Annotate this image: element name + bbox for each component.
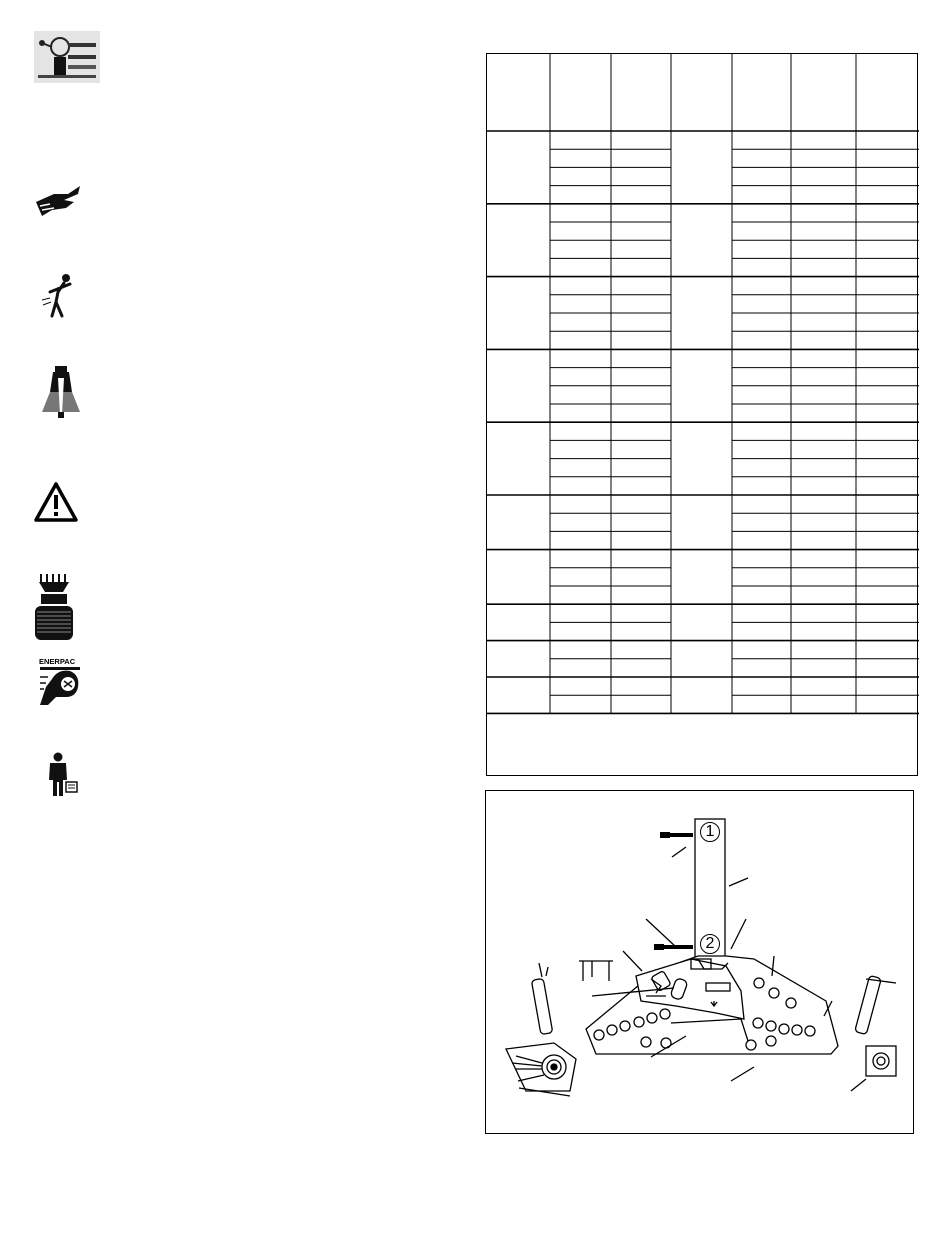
- cylinder-load-icon: [40, 364, 82, 420]
- bender-diagram: [485, 790, 914, 1134]
- saddle-block: [866, 1046, 896, 1076]
- pin-right: [855, 975, 882, 1034]
- bender-drawing: [486, 791, 915, 1135]
- warning-triangle-icon: [33, 481, 79, 523]
- pin-left: [531, 978, 552, 1034]
- table-grid: [487, 54, 919, 777]
- enerpac-logo-text: ENERPAC: [39, 657, 76, 666]
- enerpac-wrench-icon: [38, 657, 84, 707]
- hydraulic-coupler-icon: [34, 31, 100, 83]
- technician-icon: [46, 752, 78, 798]
- specification-table: [486, 53, 918, 776]
- callout-2: 2: [700, 934, 720, 954]
- compressed-cylinder-icon: [33, 572, 75, 642]
- hand-injection-hazard-icon: [34, 184, 84, 220]
- falling-person-icon: [40, 272, 76, 318]
- callout-1: 1: [700, 822, 720, 842]
- stand-table: [579, 961, 613, 981]
